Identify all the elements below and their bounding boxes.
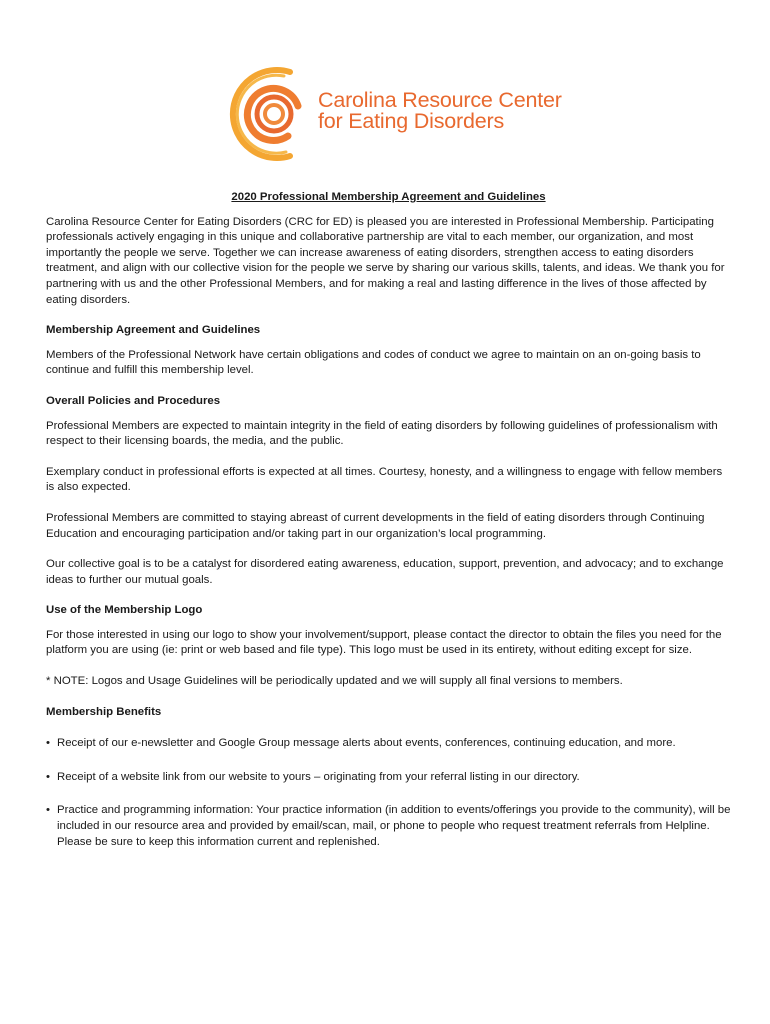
benefit-text: Receipt of a website link from our website to yours – originating from your referral listing in our directory. — [57, 770, 580, 783]
document-body — [46, 190, 731, 868]
benefit-item — [46, 803, 731, 850]
benefit-item — [46, 770, 731, 786]
bullet-icon: • — [46, 770, 50, 783]
benefit-text: Receipt of our e-newsletter and Google Group message alerts about events, conferences, continuing education, and more. — [57, 737, 676, 750]
policies-heading: Overall Policies and Procedures — [46, 394, 221, 407]
benefit-item — [46, 736, 731, 752]
benefit-text: Practice and programming information: Your practice information (in addition to events/offerings you provide to the community), will be included in our resource area and provided by email/scan, mail, or phone to people who request treatment referrals from Helpline. Please be sure to keep this information current and replenished. — [57, 804, 731, 848]
policies-paragraph-2: Exemplary conduct in professional efforts is expected at all times. Courtesy, honesty, and a willingness to engage with fellow members is also expected. — [46, 465, 723, 494]
logo-line-1: Carolina Resource Center — [318, 88, 562, 112]
intro-paragraph: Carolina Resource Center for Eating Disorders (CRC for ED) is pleased you are interested in Professional Membership. Participating professionals actively engaging in this unique and collaborative partnership are vital to each member, our organization, and most importantly the people we serve. Together we can increase awareness of eating disorders, strengthen access to eating disorders treatment, and align with our collective vision for the people we serve by sharing our various skills, talents, and ideas. We thank you for partnering with us and the other Professional Members, and for making a real and lasting difference in the lives of those affected by eating disorders. — [46, 215, 725, 306]
agreement-heading: Membership Agreement and Guidelines — [46, 324, 261, 337]
logo-usage-paragraph: For those interested in using our logo to show your involvement/support, please contact the director to obtain the files you need for the platform you are using (ie: print or web based and file type). This logo must be used in its entirety, without editing except for size. — [46, 628, 722, 657]
agreement-paragraph: Members of the Professional Network have certain obligations and codes of conduct we agree to maintain on an on-going basis to continue and fulfill this membership level. — [46, 348, 701, 377]
policies-paragraph-4: Our collective goal is to be a catalyst for disordered eating awareness, education, support, prevention, and advocacy; and to exchange ideas to further our mutual goals. — [46, 558, 724, 586]
logo-rings-icon — [228, 66, 320, 162]
bullet-icon: • — [46, 737, 50, 750]
document-title: 2020 Professional Membership Agreement and Guidelines — [231, 191, 546, 203]
benefits-heading: Membership Benefits — [46, 705, 162, 718]
logo-usage-heading: Use of the Membership Logo — [46, 604, 203, 617]
policies-paragraph-1: Professional Members are expected to maintain integrity in the field of eating disorders by following guidelines of professionalism with respect to their licensing boards, the media, and the public. — [46, 419, 718, 448]
policies-paragraph-3: Professional Members are committed to staying abreast of current developments in the field of eating disorders through Continuing Education and encouraging participation and/or taking part in our organization’s local programming. — [46, 511, 705, 540]
logo-line-2: for Eating Disorders — [318, 109, 504, 133]
organization-logo — [228, 66, 562, 162]
bullet-icon: • — [46, 804, 50, 817]
logo-usage-note: * NOTE: Logos and Usage Guidelines will be periodically updated and we will supply all final versions to members. — [46, 675, 623, 688]
logo-wordmark — [318, 90, 562, 132]
